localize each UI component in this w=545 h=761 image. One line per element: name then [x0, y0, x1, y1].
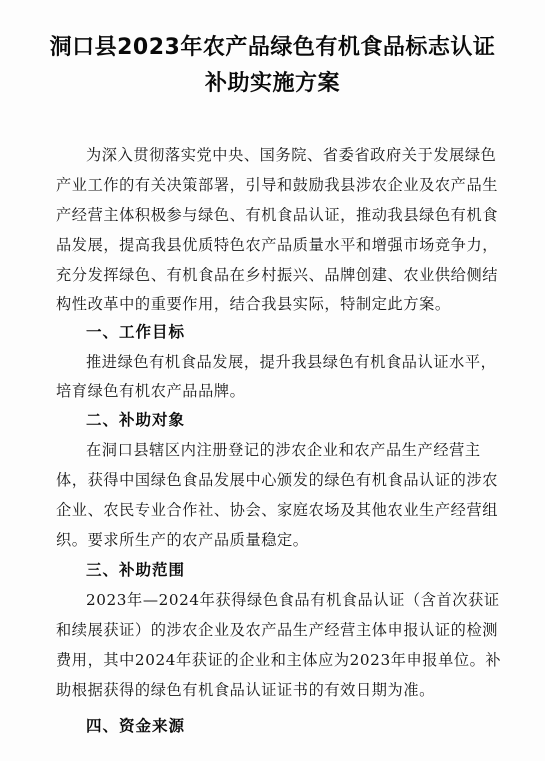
intro-line: 产经营主体积极参与绿色、有机食品认证，推动我县绿色有机食 — [56, 206, 499, 224]
section-3-line: 助根据获得的绿色有机食品认证证书的有效日期为准。 — [56, 681, 435, 699]
intro-line: 品发展，提高我县优质特色农产品质量水平和增强市场竞争力， — [56, 236, 499, 254]
section-2-line: 在洞口县辖区内注册登记的涉农企业和农产品生产经营主 — [86, 441, 481, 459]
section-heading-subsidy-scope: 三、补助范围 — [86, 561, 186, 579]
section-2-line: 体，获得中国绿色食品发展中心颁发的绿色有机食品认证的涉农 — [56, 471, 499, 489]
document-title-line-1: 洞口县2023年农产品绿色有机食品标志认证 — [49, 35, 496, 60]
section-3-line: 费用，其中2024年获证的企业和主体应为2023年申报单位。补 — [56, 651, 502, 669]
intro-line: 产业工作的有关决策部署，引导和鼓励我县涉农企业及农产品生 — [56, 176, 499, 194]
section-1-line: 推进绿色有机食品发展，提升我县绿色有机食品认证水平， — [86, 353, 497, 371]
section-heading-funding-source: 四、资金来源 — [86, 717, 186, 735]
document-title-line-2: 补助实施方案 — [204, 71, 340, 96]
intro-line: 构性改革中的重要作用，结合我县实际，特制定此方案。 — [56, 295, 451, 313]
intro-line: 为深入贯彻落实党中央、国务院、省委省政府关于发展绿色 — [86, 146, 497, 164]
intro-line: 充分发挥绿色、有机食品在乡村振兴、品牌创建、农业供给侧结 — [56, 266, 499, 284]
section-heading-work-goals: 一、工作目标 — [86, 323, 186, 341]
section-heading-subsidy-targets: 二、补助对象 — [86, 411, 186, 429]
section-2-line: 织。要求所生产的农产品质量稳定。 — [56, 531, 309, 549]
section-3-line: 2023年—2024年获得绿色食品有机食品认证（含首次获证 — [86, 591, 500, 609]
section-1-line: 培育绿色有机农产品品牌。 — [56, 382, 246, 400]
section-3-line: 和续展获证）的涉农企业及农产品生产经营主体申报认证的检测 — [56, 621, 499, 639]
section-2-line: 企业、农民专业合作社、协会、家庭农场及其他农业生产经营组 — [56, 501, 499, 519]
